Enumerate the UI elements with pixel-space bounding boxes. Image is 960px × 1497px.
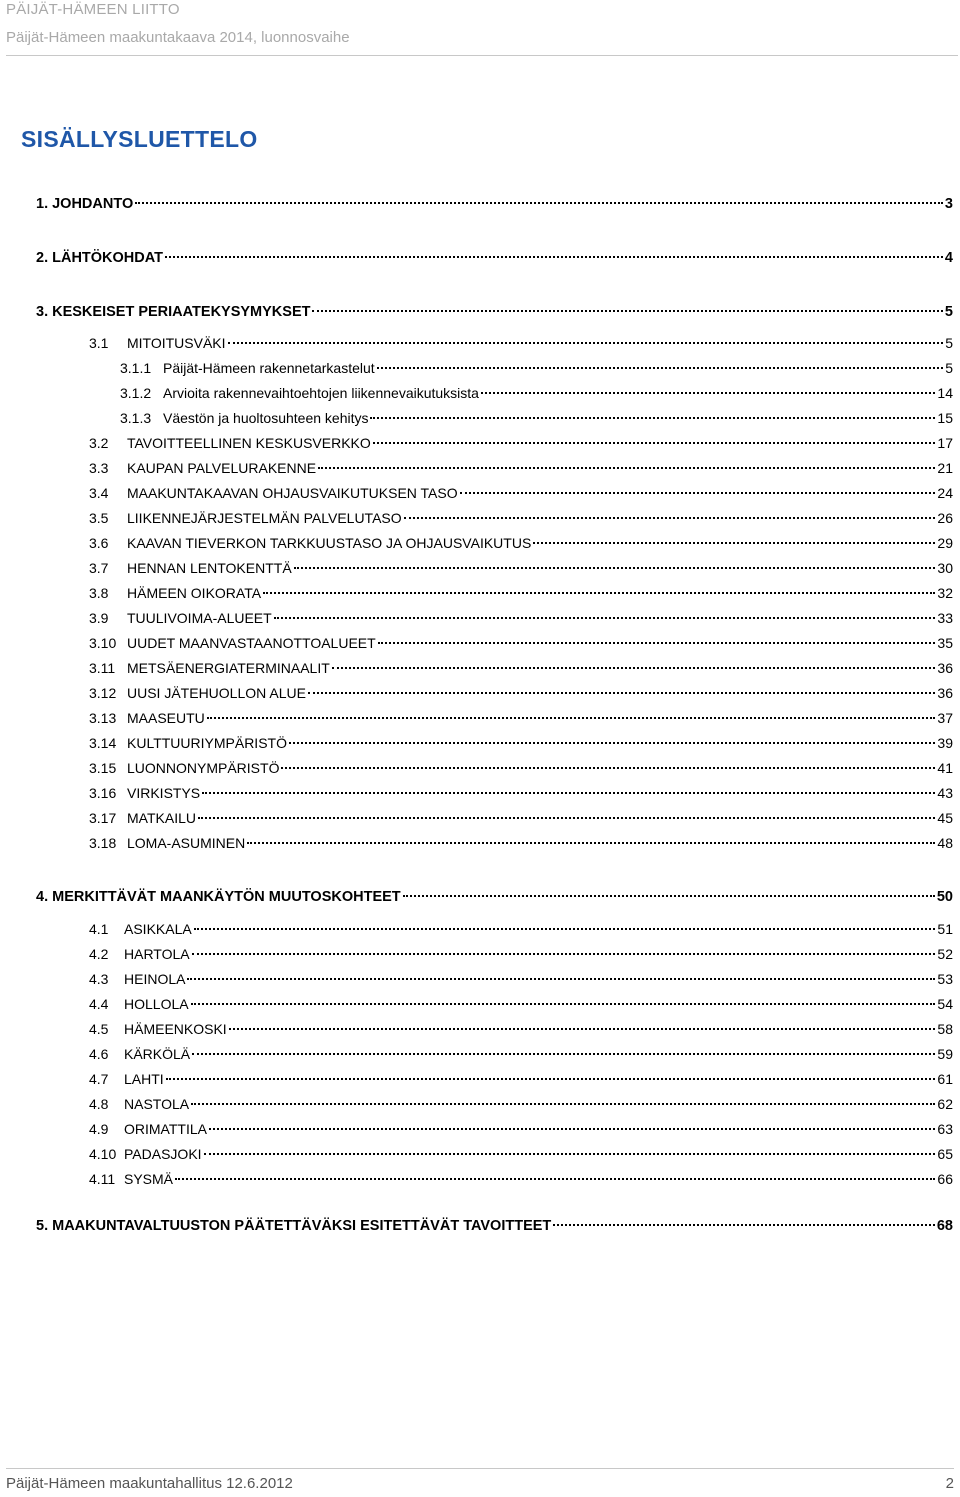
toc-entry-label: METSÄENERGIATERMINAALIT [127,660,330,676]
toc-entry-label: TUULIVOIMA-ALUEET [127,610,272,626]
dot-leader [166,1078,936,1080]
dot-leader [460,492,936,494]
dot-leader [165,256,943,258]
toc-entry[interactable] [89,1046,953,1062]
toc-entry-page: 33 [937,610,953,626]
toc-entry-label: ORIMATTILA [124,1121,207,1137]
toc-entry-page: 24 [937,485,953,501]
toc-entry-page: 32 [937,585,953,601]
toc-entry-page: 36 [937,685,953,701]
dot-leader [135,202,943,204]
dot-leader [192,953,936,955]
toc-entry-number: 3.7 [89,560,109,576]
toc-entry-label: 5. MAAKUNTAVALTUUSTON PÄÄTETTÄVÄKSI ESITETTÄVÄT TAVOITTEET [36,1218,552,1234]
toc-entry-number: 4.1 [89,921,109,937]
dot-leader [202,792,935,794]
toc-entry-number: 3.12 [89,685,117,701]
toc-entry-label: KAAVAN TIEVERKON TARKKUUSTASO JA OHJAUSVAIKUTUS [127,535,532,551]
header-document-title: Päijät-Hämeen maakuntakaava 2014, luonnosvaihe [6,29,350,46]
toc-entry[interactable] [89,996,953,1012]
toc-entry[interactable] [89,1171,953,1187]
toc-entry[interactable] [89,485,953,501]
toc-entry-number: 4.11 [89,1171,116,1187]
dot-leader [533,542,935,544]
toc-entry[interactable] [89,585,953,601]
toc-entry-number: 3.11 [89,660,116,676]
toc-entry-label: MITOITUSVÄKI [127,335,226,351]
toc-entry-label: KÄRKÖLÄ [124,1046,191,1062]
dot-leader [308,692,935,694]
dot-leader [332,667,936,669]
toc-entry-label: KAUPAN PALVELURAKENNE [127,460,317,476]
dot-leader [194,928,936,930]
toc-entry-label: TAVOITTEELLINEN KESKUSVERKKO [127,435,371,451]
toc-entry[interactable] [89,760,953,776]
toc-entry[interactable] [89,735,953,751]
toc-entry-page: 68 [936,1218,953,1234]
dot-leader [403,895,935,897]
toc-entry[interactable] [120,385,953,401]
toc-entry-page: 37 [937,710,953,726]
toc-entry-number: 3.9 [89,610,109,626]
toc-entry-label: HEINOLA [124,971,186,987]
toc-entry-number: 3.1 [89,335,109,351]
toc-entry-number: 4.3 [89,971,109,987]
toc-entry-label: LUONNONYMPÄRISTÖ [127,760,280,776]
toc-entry[interactable] [89,435,953,451]
toc-entry[interactable] [89,1096,953,1112]
toc-entry-number: 4.4 [89,996,109,1012]
dot-leader [294,567,936,569]
toc-entry[interactable] [89,785,953,801]
toc-entry-label: HENNAN LENTOKENTTÄ [127,560,292,576]
toc-entry-page: 29 [937,535,953,551]
toc-entry-page: 26 [937,510,953,526]
toc-entry-number: 3.8 [89,585,109,601]
toc-entry-number: 3.10 [89,635,117,651]
toc-entry[interactable] [89,710,953,726]
toc-entry-label: MATKAILU [127,810,196,826]
toc-entry-label: LAHTI [124,1071,164,1087]
toc-entry-label: HÄMEENKOSKI [124,1021,227,1037]
toc-entry-label: Väestön ja huoltosuhteen kehitys [163,410,369,426]
toc-entry[interactable] [36,304,953,320]
toc-entry-label: LIIKENNEJÄRJESTELMÄN PALVELUTASO [127,510,402,526]
toc-entry-number: 3.5 [89,510,109,526]
header-organization: PÄIJÄT-HÄMEEN LIITTO [6,1,180,18]
toc-entry-label: ASIKKALA [124,921,192,937]
toc-entry-page: 62 [937,1096,953,1112]
dot-leader [318,467,935,469]
toc-entry-label: LOMA-ASUMINEN [127,835,246,851]
toc-entry[interactable] [89,685,953,701]
toc-entry-label: 3. KESKEISET PERIAATEKYSYMYKSET [36,304,311,320]
toc-entry-page: 63 [937,1121,953,1137]
toc-entry-number: 4.7 [89,1071,109,1087]
dot-leader [481,392,935,394]
toc-entry-number: 3.16 [89,785,117,801]
dot-leader [175,1178,935,1180]
toc-entry-page: 5 [944,304,953,320]
toc-entry-number: 3.3 [89,460,109,476]
toc-entry-label: UUDET MAANVASTAANOTTOALUEET [127,635,376,651]
toc-entry-page: 51 [937,921,953,937]
toc-entry-page: 66 [937,1171,953,1187]
toc-entry-label: 4. MERKITTÄVÄT MAANKÄYTÖN MUUTOSKOHTEET [36,889,401,905]
toc-entry[interactable] [89,971,953,987]
dot-leader [187,978,935,980]
toc-entry-number: 3.1.2 [120,385,152,401]
toc-entry-label: HÄMEEN OIKORATA [127,585,262,601]
dot-leader [312,310,942,312]
toc-entry[interactable] [36,1218,953,1234]
dot-leader [289,742,935,744]
dot-leader [553,1224,935,1226]
toc-entry[interactable] [36,889,953,905]
toc-title: SISÄLLYSLUETTELO [21,126,258,152]
page-footer [6,1468,954,1492]
toc-entry-page: 45 [937,810,953,826]
toc-entry-number: 4.10 [89,1146,117,1162]
toc-entry-label: VIRKISTYS [127,785,201,801]
toc-entry-page: 35 [937,635,953,651]
toc-entry[interactable] [89,560,953,576]
toc-entry[interactable] [89,535,953,551]
toc-entry-label: MAAKUNTAKAAVAN OHJAUSVAIKUTUKSEN TASO [127,485,458,501]
toc-entry-page: 3 [944,196,953,212]
footer-divider [6,1468,954,1469]
toc-entry-page: 48 [937,835,953,851]
dot-leader [377,367,944,369]
toc-entry-number: 3.17 [89,810,117,826]
toc-entry-number: 3.1.1 [120,360,152,376]
dot-leader [204,1153,936,1155]
toc-entry-label: KULTTUURIYMPÄRISTÖ [127,735,287,751]
toc-entry-page: 21 [937,460,953,476]
toc-entry-number: 4.9 [89,1121,109,1137]
toc-entry[interactable] [89,835,953,851]
toc-entry-label: 2. LÄHTÖKOHDAT [36,250,164,266]
page-number: 2 [945,1475,954,1492]
dot-leader [247,842,935,844]
toc-entry-number: 3.18 [89,835,117,851]
toc-entry-label: HARTOLA [124,946,190,962]
toc-entry[interactable] [89,660,953,676]
dot-leader [191,1103,935,1105]
toc-entry-page: 15 [937,410,953,426]
toc-entry-page: 30 [937,560,953,576]
toc-entry-page: 39 [937,735,953,751]
toc-entry-label: SYSMÄ [124,1171,174,1187]
toc-entry[interactable] [120,410,953,426]
toc-entry[interactable] [89,946,953,962]
toc-entry-label: HOLLOLA [124,996,189,1012]
toc-entry-page: 61 [937,1071,953,1087]
toc-entry[interactable] [36,196,953,212]
toc-entry-label: PADASJOKI [124,1146,202,1162]
dot-leader [373,442,936,444]
toc-entry[interactable] [89,610,953,626]
toc-entry[interactable] [89,510,953,526]
toc-entry-number: 3.2 [89,435,109,451]
dot-leader [274,617,936,619]
dot-leader [209,1128,935,1130]
dot-leader [192,1053,935,1055]
toc-entry[interactable] [89,810,953,826]
toc-entry-page: 54 [937,996,953,1012]
toc-entry-number: 4.8 [89,1096,109,1112]
dot-leader [404,517,936,519]
toc-entry[interactable] [89,921,953,937]
dot-leader [191,1003,936,1005]
toc-entry[interactable] [89,1121,953,1137]
footer-text: Päijät-Hämeen maakuntahallitus 12.6.2012 [6,1475,293,1492]
dot-leader [263,592,935,594]
toc-entry-number: 3.15 [89,760,117,776]
dot-leader [378,642,936,644]
toc-entry[interactable] [89,1071,953,1087]
toc-entry-page: 53 [937,971,953,987]
toc-entry-page: 58 [937,1021,953,1037]
toc-entry-page: 14 [937,385,953,401]
toc-entry-number: 3.14 [89,735,117,751]
toc-entry-number: 4.2 [89,946,109,962]
toc-entry-page: 50 [936,889,953,905]
toc-entry-number: 3.1.3 [120,410,152,426]
toc-entry-page: 65 [937,1146,953,1162]
dot-leader [229,1028,936,1030]
toc-entry-page: 5 [945,360,953,376]
toc-entry[interactable] [89,335,953,351]
toc-entry-label: UUSI JÄTEHUOLLON ALUE [127,685,306,701]
toc-entry[interactable] [36,250,953,266]
toc-entry-number: 3.6 [89,535,109,551]
toc-entry-label: NASTOLA [124,1096,190,1112]
toc-entry[interactable] [89,460,953,476]
toc-entry-page: 4 [944,250,953,266]
dot-leader [370,417,935,419]
toc-entry-label: MAASEUTU [127,710,205,726]
toc-entry-number: 3.13 [89,710,117,726]
toc-entry-page: 41 [937,760,953,776]
toc-entry[interactable] [89,1021,953,1037]
toc-entry-page: 52 [937,946,953,962]
toc-entry[interactable] [120,360,953,376]
dot-leader [281,767,935,769]
toc-entry-page: 5 [945,335,953,351]
toc-entry-page: 59 [937,1046,953,1062]
toc-entry[interactable] [89,635,953,651]
toc-entry-number: 3.4 [89,485,109,501]
dot-leader [228,342,944,344]
toc-entry-page: 17 [937,435,953,451]
toc-entry-page: 36 [937,660,953,676]
page-header [6,0,956,47]
toc-entry-label: 1. JOHDANTO [36,196,134,212]
toc-entry-number: 4.6 [89,1046,109,1062]
toc-entry-label: Päijät-Hämeen rakennetarkastelut [163,360,375,376]
toc-entry-page: 43 [937,785,953,801]
toc-entry-label: Arvioita rakennevaihtoehtojen liikennevaikutuksista [163,385,479,401]
toc-entry-number: 4.5 [89,1021,109,1037]
dot-leader [198,817,935,819]
toc-entry[interactable] [89,1146,953,1162]
header-divider [6,55,958,56]
dot-leader [207,717,936,719]
